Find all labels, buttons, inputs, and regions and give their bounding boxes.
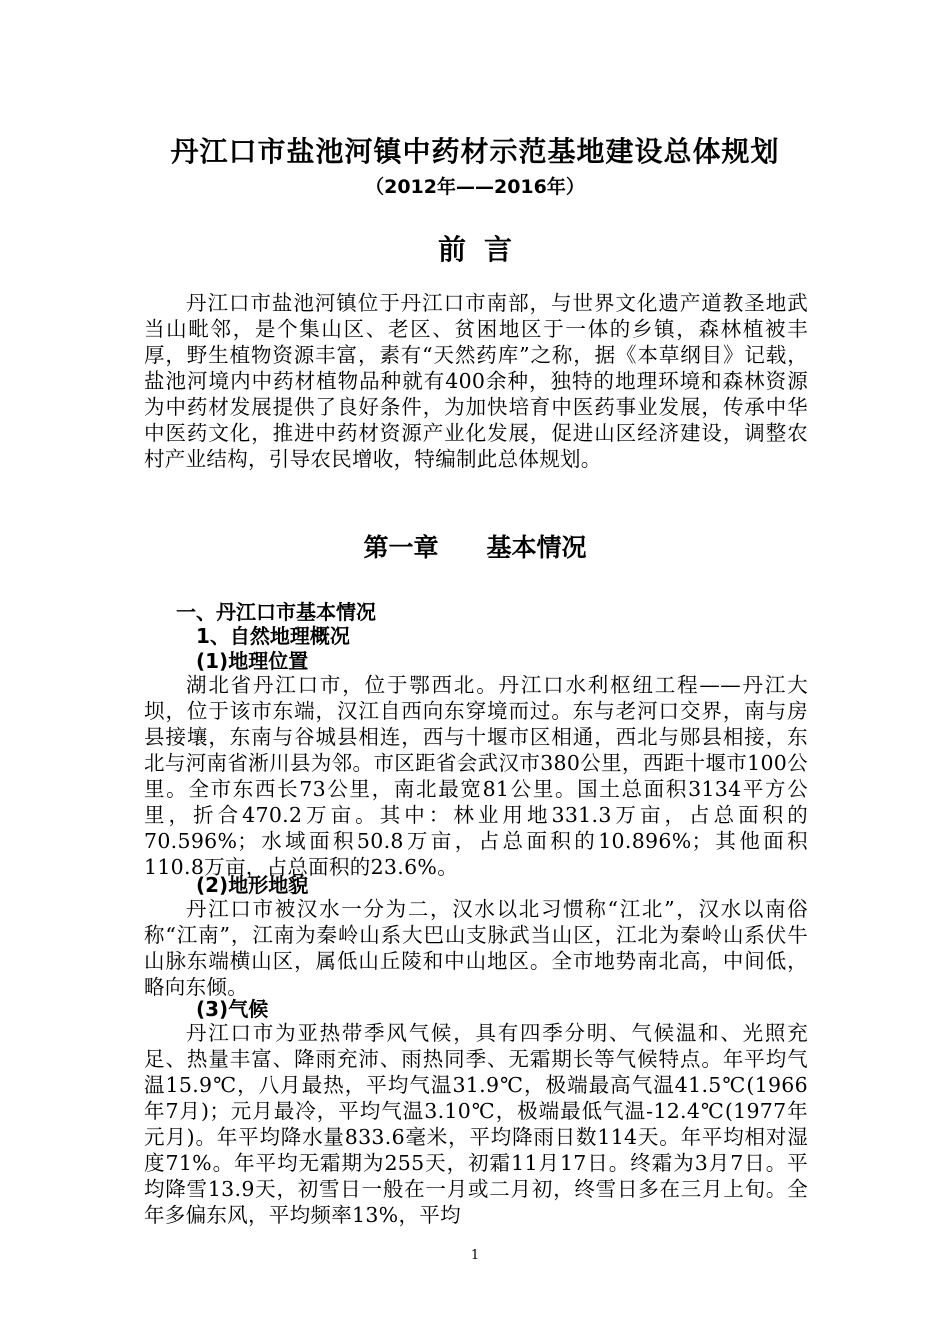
subsection-heading: 1、自然地理概况 [196, 624, 350, 648]
chapter-number: 第一章 [363, 533, 439, 562]
document-subtitle: （2012年——2016年） [365, 176, 585, 198]
page-number: 1 [470, 1248, 480, 1263]
location-paragraph: 湖北省丹江口市，位于鄂西北。丹江口水利枢纽工程——丹江大坝，位于该市东端，汉江自西向东穿境而过。东与老河口交界，南与房县接壤，东南与谷城县相连，西与十堰市区相通，西北与郧县相接，东北与河南省淅川县为邻。市区距省会武汉市380公里，西距十堰市100公里。全市东西长73公里，南北最宽81公里。国土总面积3134平方公里，折合470.2万亩。其中：林业用地331.3万亩，占总面积的70.596%；水域面积50.8万亩，占总面积的10.896%；其他面积110.8万亩，占总面积的23.6%。 [144, 673, 808, 879]
preface-paragraph: 丹江口市盐池河镇位于丹江口市南部，与世界文化遗产道教圣地武当山毗邻，是个集山区、老区、贫困地区于一体的乡镇，森林植被丰厚，野生植物资源丰富，素有“天然药库”之称，据《本草纲目》记载，盐池河境内中药材植物品种就有400余种，独特的地理环境和森林资源为中药材发展提供了良好条件，为加快培育中医药事业发展，传承中华中医药文化，推进中药材资源产业化发展，促进山区经济建设，调整农村产业结构，引导农民增收，特编制此总体规划。 [144, 291, 808, 471]
item-heading-location: (1)地理位置 [196, 649, 309, 673]
item-heading-terrain: (2)地形地貌 [196, 873, 309, 897]
document-title: 丹江口市盐池河镇中药材示范基地建设总体规划 [170, 135, 780, 168]
section-heading: 一、丹江口市基本情况 [176, 600, 376, 624]
terrain-paragraph: 丹江口市被汉水一分为二，汉水以北习惯称“江北”，汉水以南俗称“江南”，江南为秦岭山系大巴山支脉武当山区，江北为秦岭山系伏牛山脉东端横山区，属低山丘陵和中山地区。全市地势南北高，中间低，略向东倾。 [144, 897, 808, 999]
climate-paragraph: 丹江口市为亚热带季风气候，具有四季分明、气候温和、光照充足、热量丰富、降雨充沛、雨热同季、无霜期长等气候特点。年平均气温15.9℃，八月最热，平均气温31.9℃，极端最高气温41.5℃(1966年7月)；元月最冷，平均气温3.10℃，极端最低气温-12.4℃(1977年元月)。年平均降水量833.6毫米，平均降雨日数114天。年平均相对湿度71%。年平均无霜期为255天，初霜11月17日。终霜为3月7日。平均降雪13.9天，初雪日一般在一月或二月初，终雪日多在三月上旬。全年多偏东风，平均频率13%，平均 [144, 1021, 808, 1227]
chapter-title: 基本情况 [486, 533, 587, 562]
preface-heading: 前言 [437, 233, 530, 266]
chapter-heading [0, 528, 950, 568]
item-heading-climate: (3)气候 [196, 997, 269, 1021]
